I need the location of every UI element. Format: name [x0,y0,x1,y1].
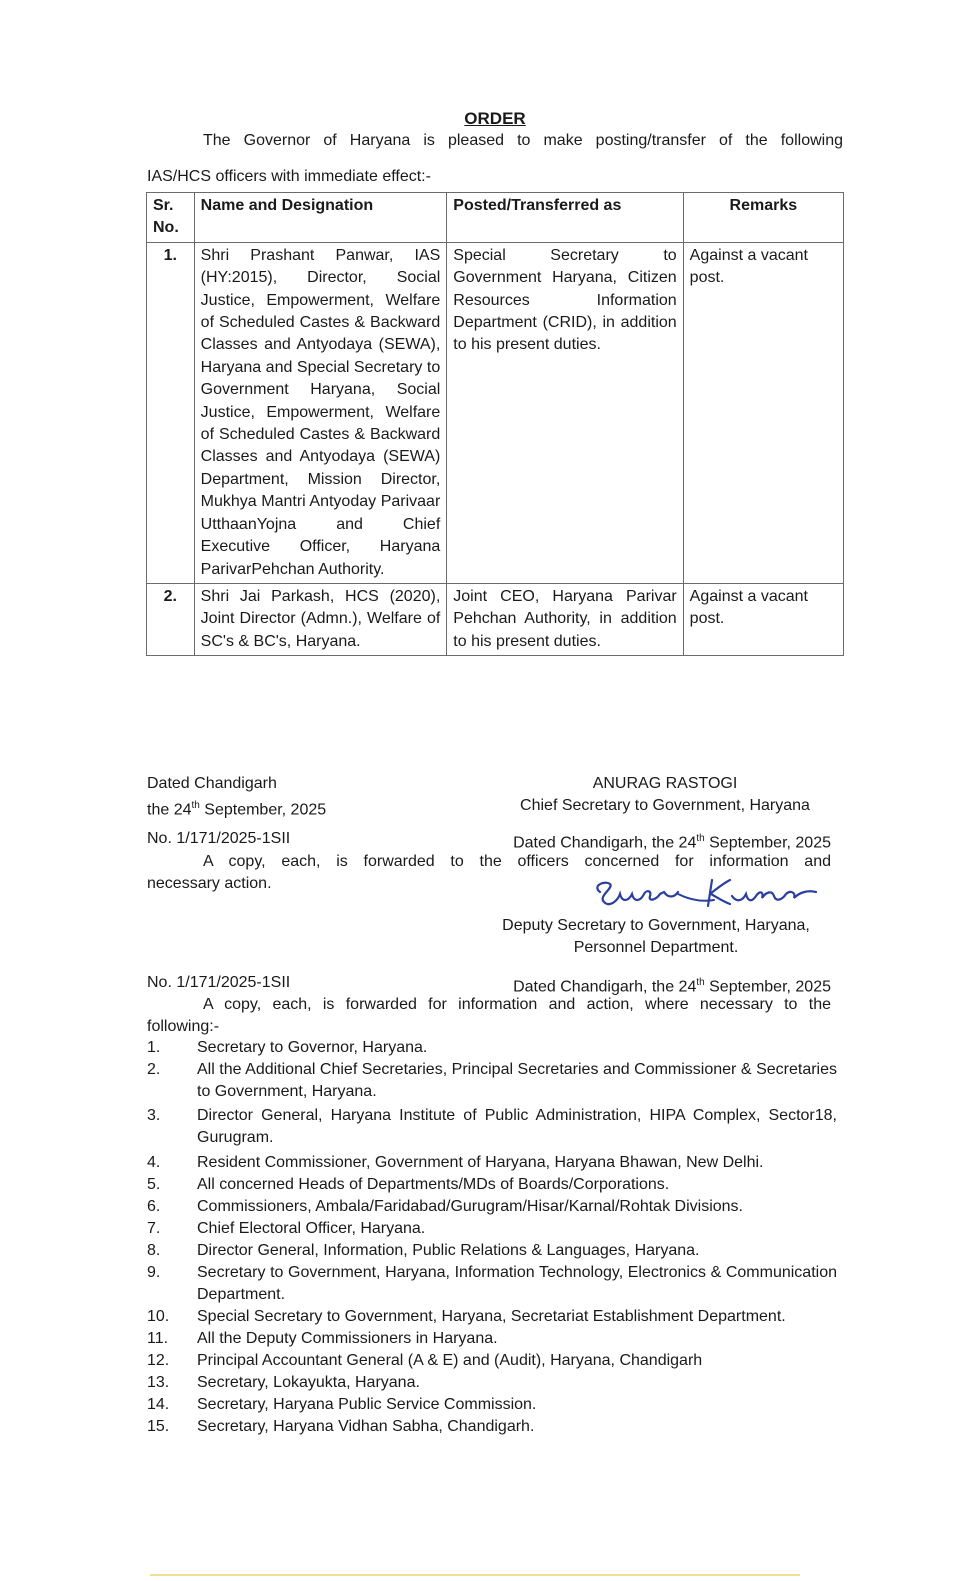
row-name-designation: Shri Jai Parkash, HCS (2020), Joint Director (Admn.), Welfare of SC's & BC's, Haryana. [194,583,447,655]
table-header-row [147,193,844,243]
list-item-number: 3. [147,1107,161,1124]
endorsement1-number: No. 1/171/2025-1SII [147,830,291,847]
list-item [147,1218,837,1240]
header-posted-transferred: Posted/Transferred as [447,193,683,243]
header-name-designation: Name and Designation [194,193,447,243]
list-item-text: Secretary, Haryana Public Service Commission. [197,1396,537,1413]
list-item-number: 5. [147,1176,161,1193]
signatory-designation: Chief Secretary to Government, Haryana [520,797,810,814]
table-row [147,242,844,583]
row-sr-no: 2. [147,583,195,655]
dated-date [147,795,326,821]
row-remarks: Against a vacant post. [683,583,843,655]
list-item-text: Special Secretary to Government, Haryana, Secretariat Establishment Department. [197,1308,786,1325]
endorsement1-text-line1: A copy, each, is forwarded to the officers concerned for information and [203,853,831,870]
list-item-text: Director General, Haryana Institute of Public Administration, HIPA Complex, Sector18, Gurugram. [197,1107,837,1146]
list-item-number: 15. [147,1418,170,1435]
list-item-text: Secretary to Government, Haryana, Information Technology, Electronics & Communication Department. [197,1264,837,1303]
list-item-text: All concerned Heads of Departments/MDs of Boards/Corporations. [197,1176,670,1193]
endorsement1-text-line2: necessary action. [147,875,272,892]
endorsement2-text-line2: following:- [147,1018,220,1035]
endorsement2-number: No. 1/171/2025-1SII [147,974,291,991]
list-item-number: 1. [147,1039,161,1056]
deputy-secretary-designation-line2: Personnel Department. [573,939,739,956]
list-item-text: Chief Electoral Officer, Haryana. [197,1220,426,1237]
list-item-number: 9. [147,1264,161,1281]
scan-edge-line [150,1574,800,1576]
row-posted-as: Special Secretary to Government Haryana, Citizen Resources Information Department (CRID), in addition to his present duties. [447,242,683,583]
list-item-number: 13. [147,1374,170,1391]
signature-image [590,872,820,916]
dated-date-suffix: September, 2025 [199,801,327,819]
list-item [147,1152,837,1174]
header-sr-no: Sr. No. [147,193,195,243]
list-item [147,1059,837,1103]
list-item [147,1328,837,1350]
list-item [147,1262,837,1306]
list-item-text: Secretary to Governor, Haryana. [197,1039,428,1056]
list-item-number: 12. [147,1352,170,1369]
endorsement1-dated-suffix: September, 2025 [704,834,831,852]
list-item [147,1394,837,1416]
list-item-number: 2. [147,1061,161,1078]
list-item-text: Secretary, Lokayukta, Haryana. [197,1374,420,1391]
list-item [147,1105,837,1149]
distribution-list [147,1037,837,1438]
list-item-number: 14. [147,1396,170,1413]
list-item-text: All the Deputy Commissioners in Haryana. [197,1330,498,1347]
row-posted-as: Joint CEO, Haryana Parivar Pehchan Authority, in addition to his present duties. [447,583,683,655]
list-item-text: Secretary, Haryana Vidhan Sabha, Chandigarh. [197,1418,535,1435]
endorsement1-dated-prefix: Dated Chandigarh, the 24 [513,834,697,852]
dated-place: Dated Chandigarh [147,775,277,792]
list-item [147,1240,837,1262]
endorsement2-dated-prefix: Dated Chandigarh, the 24 [513,978,697,996]
table-row [147,583,844,655]
list-item-text: All the Additional Chief Secretaries, Principal Secretaries and Commissioner & Secretaries to Government, Haryana. [197,1061,837,1100]
list-item-text: Director General, Information, Public Relations & Languages, Haryana. [197,1242,700,1259]
order-intro-line1: The Governor of Haryana is pleased to make posting/transfer of the following [203,132,843,149]
list-item [147,1196,837,1218]
list-item-number: 6. [147,1198,161,1215]
row-name-designation: Shri Prashant Panwar, IAS (HY:2015), Director, Social Justice, Empowerment, Welfare of Scheduled Castes & Backward Classes and Antyodaya (SEWA), Haryana and Special Secretary to Government Haryana, Social Justice, Empowerment, Welfare of Scheduled Castes & Backward Classes and Antyodaya (SEWA) Department, Mission Director, Mukhya Mantri Antyoday Parivaar UtthaanYojna and Chief Executive Officer, Haryana ParivarPehchan Authority. [194,242,447,583]
list-item-number: 11. [147,1330,169,1347]
list-item [147,1306,837,1328]
list-item-number: 7. [147,1220,161,1237]
list-item [147,1416,837,1438]
endorsement2-dated-sup: th [696,977,705,988]
deputy-secretary-designation-line1: Deputy Secretary to Government, Haryana, [502,917,810,934]
list-item [147,1174,837,1196]
list-item-text: Principal Accountant General (A & E) and (Audit), Haryana, Chandigarh [197,1352,703,1369]
list-item [147,1372,837,1394]
list-item-text: Resident Commissioner, Government of Haryana, Haryana Bhawan, New Delhi. [197,1154,764,1171]
postings-table [146,192,844,656]
row-remarks: Against a vacant post. [683,242,843,583]
list-item-text: Commissioners, Ambala/Faridabad/Gurugram/Hisar/Karnal/Rohtak Divisions. [197,1198,743,1215]
order-title: ORDER [464,109,526,128]
endorsement1-dated-sup: th [696,833,705,844]
list-item-number: 10. [147,1308,170,1325]
row-sr-no: 1. [147,242,195,583]
header-remarks: Remarks [683,193,843,243]
list-item [147,1037,837,1059]
endorsement2-dated-suffix: September, 2025 [704,978,831,996]
signatory-name: ANURAG RASTOGI [592,775,738,792]
dated-date-sup: th [191,800,200,811]
list-item-number: 4. [147,1154,161,1171]
order-intro-line2: IAS/HCS officers with immediate effect:- [147,168,431,185]
list-item-number: 8. [147,1242,161,1259]
list-item [147,1350,837,1372]
dated-date-prefix: the 24 [147,801,192,819]
endorsement2-text-line1: A copy, each, is forwarded for information and action, where necessary to the [203,996,831,1013]
